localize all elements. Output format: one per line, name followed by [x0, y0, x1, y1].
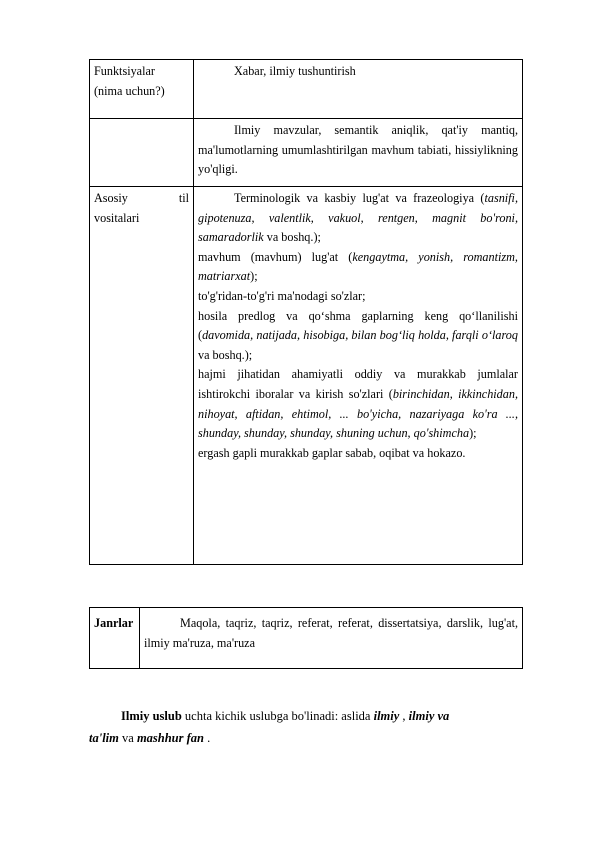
- item-text: hajmi jihatidan ahamiyatli oddiy va murakkab jumlalar ishtirokchi iboralar va kirish so'zlari (: [198, 367, 518, 401]
- item-text: Terminologik va kasbiy lug'at va frazeologiya (: [234, 191, 485, 205]
- genres-table: [89, 607, 523, 669]
- term-scientific: ilmiy: [373, 709, 400, 723]
- list-item: [198, 189, 518, 248]
- list-item: [198, 307, 518, 366]
- paragraph-line: [89, 731, 210, 745]
- table-row-language-means: [90, 187, 523, 565]
- item-text-end: va boshq.);: [198, 347, 253, 362]
- row-content-language-means: [194, 187, 523, 565]
- table-row-genres: [90, 608, 523, 669]
- row-label-language-means: Asosiy til vositalari: [90, 187, 194, 565]
- item-text: hosila predlog va qo‘shma gaplarning keng qo‘llanilishi (: [198, 308, 518, 343]
- term-educational: ta'lim: [89, 731, 119, 745]
- list-item: to'g'ridan-to'g'ri ma'nodagi so'zlar;: [198, 288, 366, 303]
- term-scientific-and: ilmiy va: [408, 709, 450, 723]
- language-style-table: [89, 59, 523, 565]
- item-text: mavhum (mavhum) lug'at (: [198, 249, 353, 264]
- table-row-features: [90, 119, 523, 187]
- row-label-genres: Janrlar: [90, 608, 140, 669]
- row-label-functions: [90, 60, 194, 119]
- item-text-end: );: [250, 269, 258, 284]
- paragraph-text: ,: [399, 709, 409, 723]
- row-content-features: Ilmiy mavzular, semantik aniqlik, qat'iy mantiq, ma'lumotlarning umumlashtirilgan mavhum tabiati, hissiylikning yo'qligi.: [194, 119, 523, 187]
- paragraph-text: va: [118, 731, 137, 745]
- item-examples: tasnifi, gipotenuza, valentlik, vakuol, rentgen, magnit bo'roni, samaradorlik: [198, 191, 518, 245]
- paragraph-line: [89, 705, 509, 727]
- item-text-end: );: [469, 426, 477, 441]
- item-examples: kengaytma, yonish, romantizm, matriarxat: [198, 249, 518, 284]
- table-row-functions: [90, 60, 523, 119]
- item-examples: davomida, natijada, hisobiga, bilan bog‘liq holda, farqli o‘laroq: [202, 328, 518, 343]
- row-label-line: Funktsiyalar: [94, 64, 155, 78]
- row-content-functions: Xabar, ilmiy tushuntirish: [194, 60, 523, 119]
- row-label-empty: [90, 119, 194, 187]
- body-paragraph: [89, 705, 509, 749]
- paragraph-text: .: [204, 731, 211, 745]
- item-examples: birinchidan, ikkinchidan, nihoyat, aftidan, ehtimol, ... bo'yicha, nazariyaga ko'ra ..., shunday, shunday, shunday, shuning uchun, qo'shimcha: [198, 386, 519, 441]
- list-item: [198, 248, 518, 287]
- row-content-genres: Maqola, taqriz, taqriz, referat, referat, dissertatsiya, darslik, lug'at, ilmiy ma'ruza, ma'ruza: [140, 608, 523, 669]
- list-item: [198, 365, 518, 443]
- list-item: ergash gapli murakkab gaplar sabab, oqibat va hokazo.: [198, 445, 466, 460]
- row-label-line: (nima uchun?): [94, 83, 165, 98]
- term-scientific-style: Ilmiy uslub: [121, 709, 182, 723]
- term-popular-science: mashhur fan: [136, 731, 204, 745]
- paragraph-text: uchta kichik uslubga bo'linadi: aslida: [181, 709, 374, 723]
- item-text-end: va boshq.);: [263, 230, 321, 245]
